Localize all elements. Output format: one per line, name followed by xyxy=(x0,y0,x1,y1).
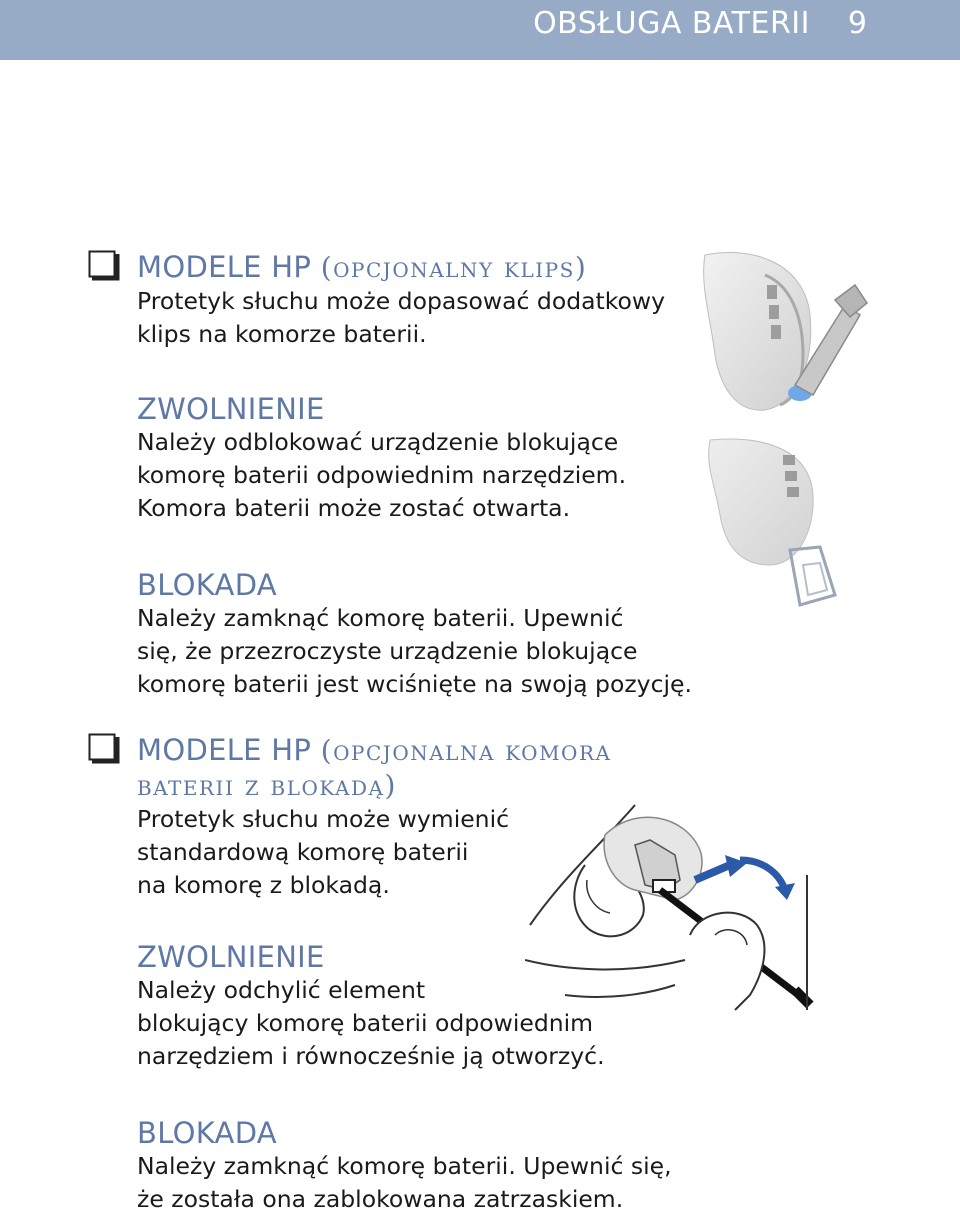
lock-block xyxy=(137,568,692,701)
heading-sub-line2: baterii z blokadą) xyxy=(137,769,397,802)
section-heading xyxy=(137,733,611,768)
lock-body: Należy zamknąć komorę baterii. Upewnić się, że przezroczyste urządzenie blokujące komorę baterii jest wciśnięte na swoją pozycję. xyxy=(137,604,692,698)
heading-sub-line1: (opcjonalna komora xyxy=(320,734,612,767)
heading-main: MODELE HP xyxy=(137,250,321,284)
release-body: Należy odchylić element blokujący komorę baterii odpowiednim narzędziem i równocześnie ją otworzyć. xyxy=(137,976,605,1070)
battery-lock-release-illustration xyxy=(525,795,815,1015)
header-bar xyxy=(0,0,960,60)
release-heading: ZWOLNIENIE xyxy=(137,940,325,974)
section-hp-clip xyxy=(137,250,665,351)
page-title: OBSŁUGA BATERII xyxy=(533,6,810,41)
lock-block xyxy=(137,1116,672,1216)
heading-main: MODELE HP xyxy=(137,733,321,767)
checkbox-icon xyxy=(88,733,120,765)
page-number: 9 xyxy=(847,6,867,41)
release-block xyxy=(137,392,626,525)
hearing-aid-clip-illustration xyxy=(695,245,870,415)
hearing-aid-lock-illustration xyxy=(695,435,870,610)
heading-sub: (opcjonalny klips) xyxy=(320,251,588,284)
release-heading: ZWOLNIENIE xyxy=(137,392,325,426)
lock-heading: BLOKADA xyxy=(137,568,277,602)
section-body: Protetyk słuchu może wymienić standardową komorę baterii na komorę z blokadą. xyxy=(137,805,510,899)
lock-body: Należy zamknąć komorę baterii. Upewnić się, że została ona zablokowana zatrzaskiem. xyxy=(137,1152,672,1213)
checkbox-icon xyxy=(88,250,120,282)
lock-heading: BLOKADA xyxy=(137,1116,277,1150)
section-heading xyxy=(137,250,665,285)
section-body: Protetyk słuchu może dopasować dodatkowy klips na komorze baterii. xyxy=(137,287,666,348)
release-body: Należy odblokować urządzenie blokujące komorę baterii odpowiednim narzędziem. Komora baterii może zostać otwarta. xyxy=(137,428,627,522)
